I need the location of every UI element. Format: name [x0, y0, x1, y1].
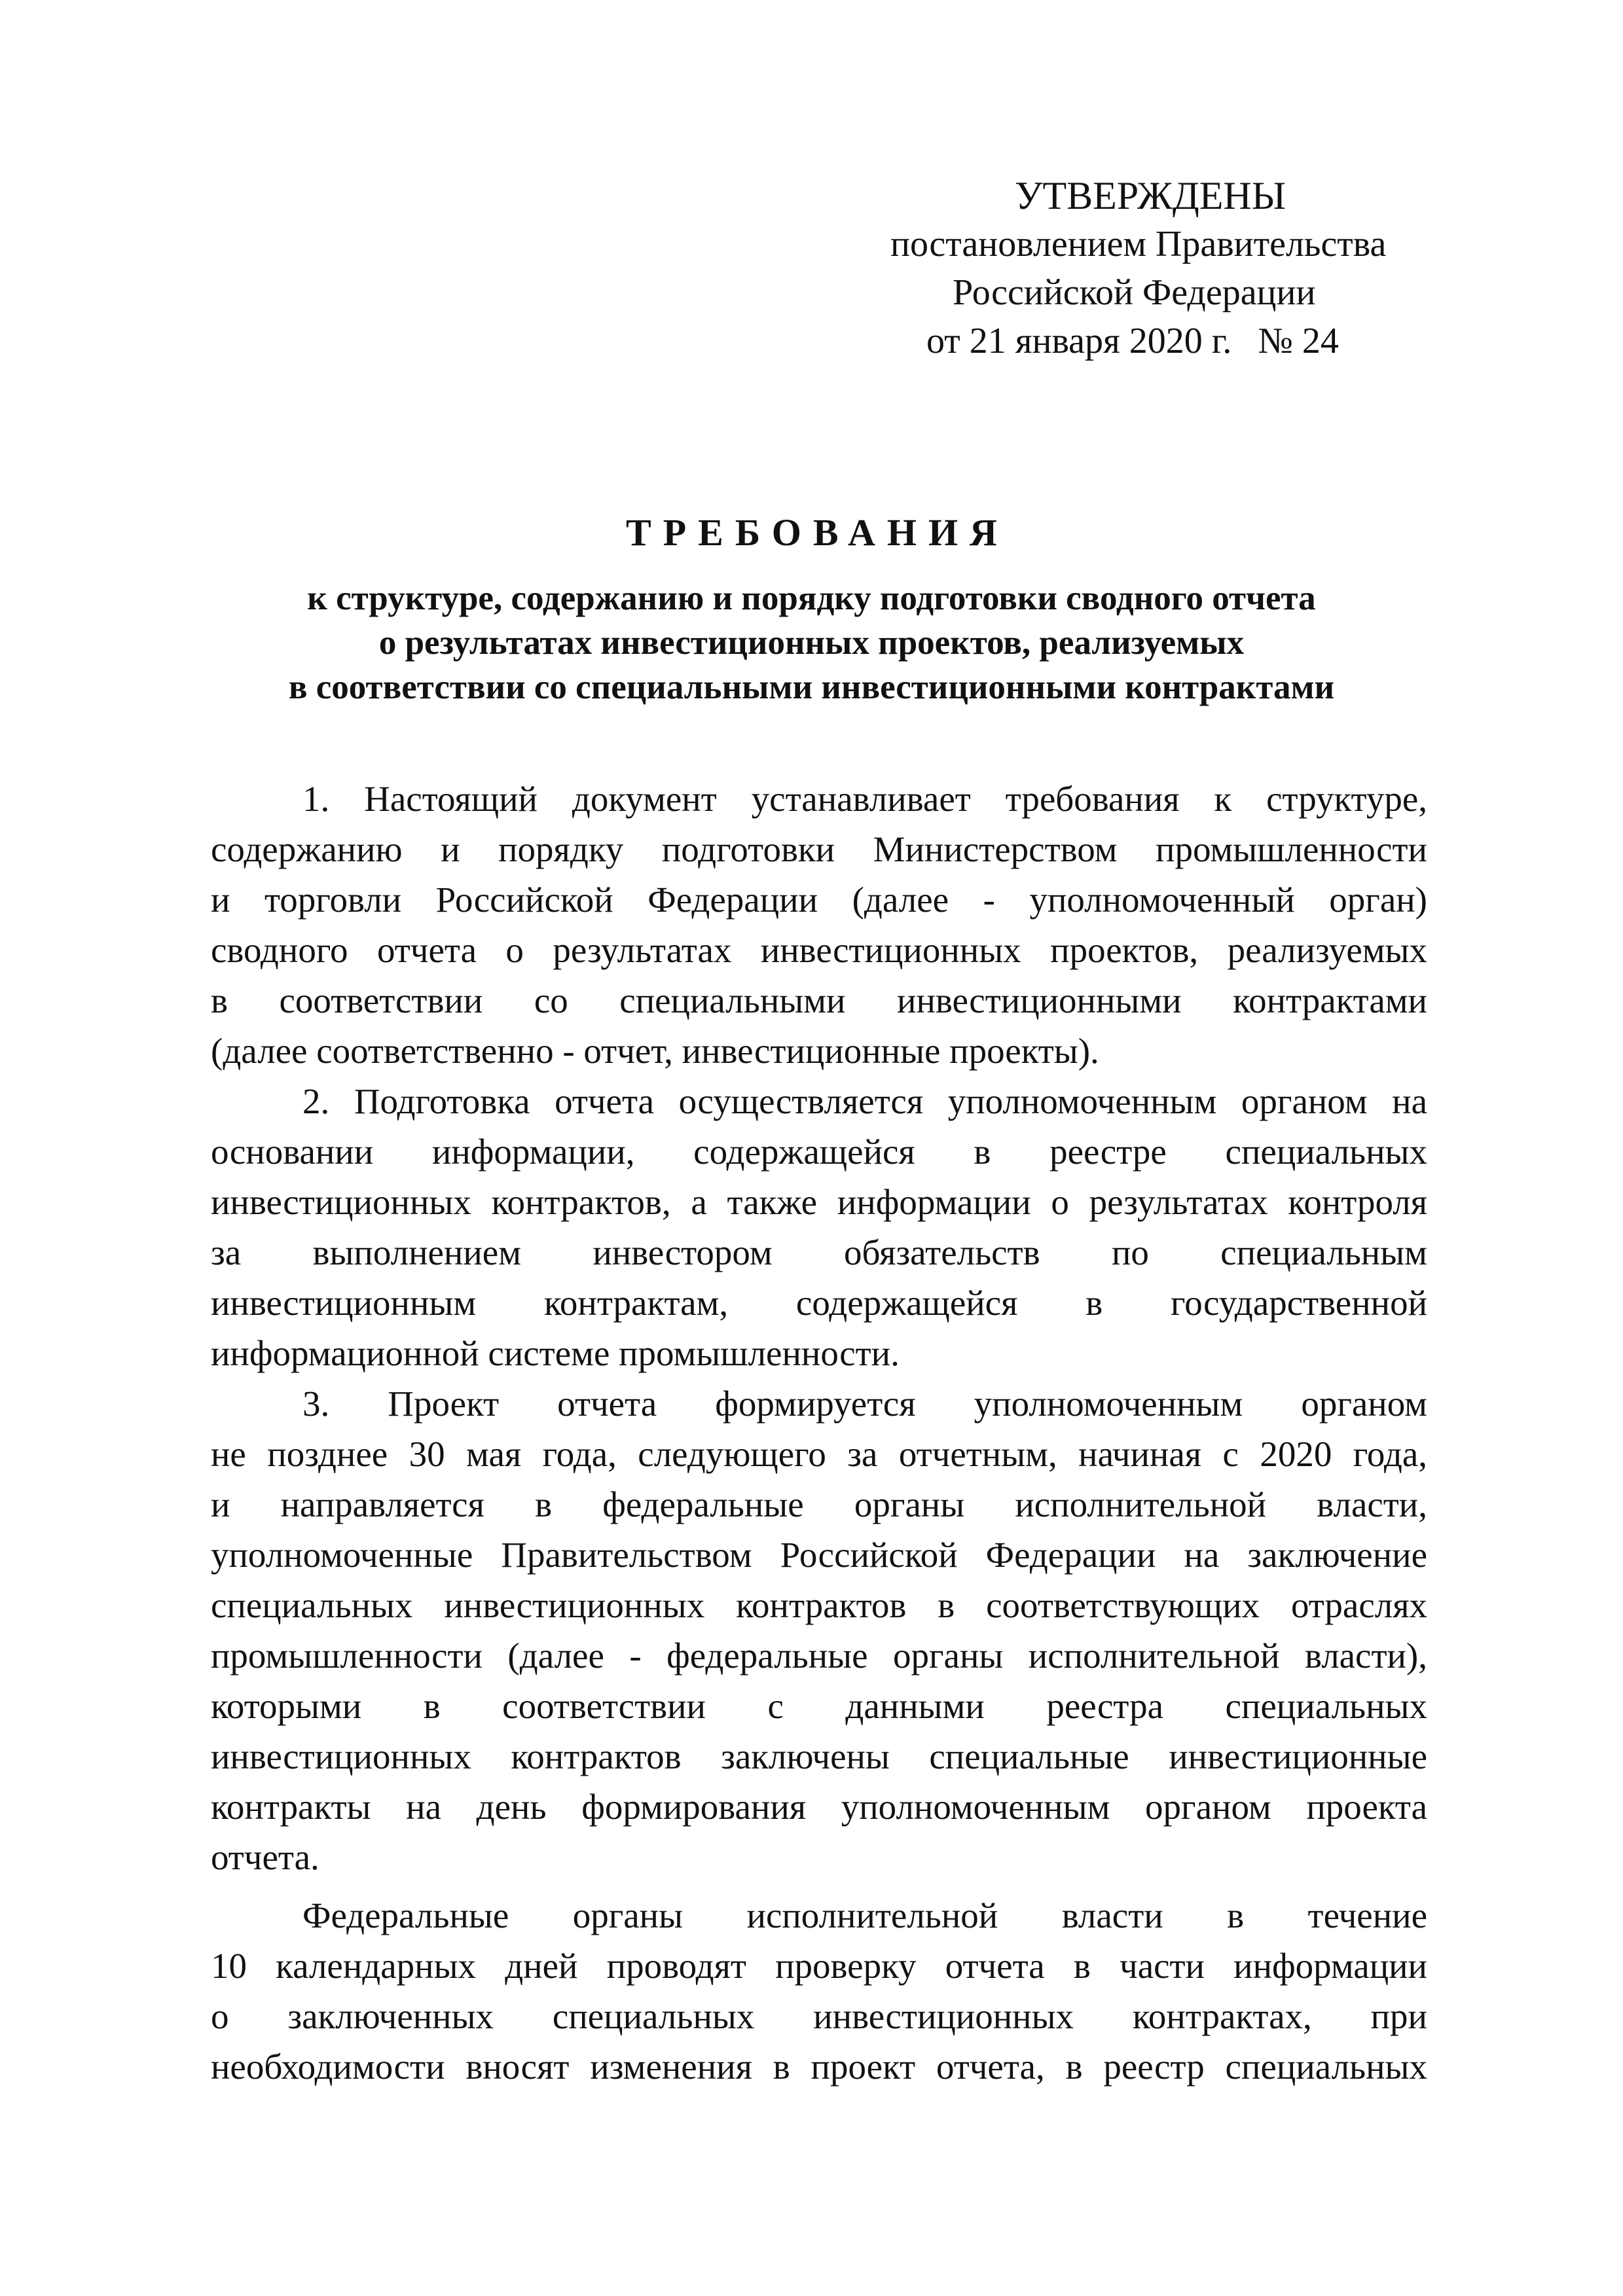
- text-line: 10 календарных дней проводят проверку отчета в части информации: [211, 1946, 1427, 1986]
- subtitle-line: в соответствии со специальными инвестиционными контрактами: [288, 668, 1335, 706]
- text-line: инвестиционных контрактов заключены специальные инвестиционные: [211, 1736, 1427, 1776]
- text-line: промышленности (далее - федеральные органы исполнительной власти),: [211, 1636, 1427, 1676]
- paragraph-4: [211, 1890, 1427, 2092]
- approval-country-line: Российской Федерации: [953, 272, 1316, 313]
- paragraph-gap: [211, 1882, 1427, 1890]
- subtitle-line: к структуре, содержанию и порядку подготовки сводного отчета: [307, 579, 1316, 617]
- text-line: которыми в соответствии с данными реестра специальных: [211, 1686, 1427, 1726]
- approval-date-line: [825, 317, 1480, 365]
- text-line: уполномоченные Правительством Российской Федерации на заключение: [211, 1535, 1427, 1575]
- paragraph-1: [211, 774, 1427, 1076]
- approval-stamp-block: [825, 171, 1480, 365]
- text-line: не позднее 30 мая года, следующего за отчетным, начиная с 2020 года,: [211, 1434, 1427, 1474]
- text-line: Федеральные органы исполнительной власти в течение: [302, 1895, 1427, 1935]
- text-line: о заключенных специальных инвестиционных контрактах, при: [211, 1996, 1427, 2036]
- approval-heading: УТВЕРЖДЕНЫ: [1015, 174, 1286, 217]
- text-line: и направляется в федеральные органы исполнительной власти,: [211, 1484, 1427, 1524]
- text-line: содержанию и порядку подготовки Министерством промышленности: [211, 829, 1427, 869]
- text-line: (далее соответственно - отчет, инвестиционные проекты).: [211, 1031, 1099, 1071]
- approval-date: от 21 января 2020 г.: [926, 321, 1232, 361]
- text-line: отчета.: [211, 1837, 319, 1877]
- text-line: основании информации, содержащейся в реестре специальных: [211, 1132, 1427, 1172]
- text-line: информационной системе промышленности.: [211, 1333, 900, 1373]
- text-line: инвестиционных контрактов, а также информации о результатах контроля: [211, 1182, 1427, 1222]
- text-line: 2. Подготовка отчета осуществляется уполномоченным органом на: [302, 1081, 1427, 1121]
- approval-number: № 24: [1258, 321, 1339, 361]
- paragraph-2: [211, 1076, 1427, 1378]
- text-line: и торговли Российской Федерации (далее - уполномоченный орган): [211, 880, 1427, 920]
- paragraph-3: [211, 1378, 1427, 1882]
- text-line: 3. Проект отчета формируется уполномоченным органом: [302, 1384, 1427, 1424]
- subtitle-line: о результатах инвестиционных проектов, реализуемых: [378, 624, 1245, 662]
- text-line: инвестиционным контрактам, содержащейся в государственной: [211, 1283, 1427, 1323]
- text-line: необходимости вносят изменения в проект отчета, в реестр специальных: [211, 2047, 1427, 2087]
- text-line: за выполнением инвестором обязательств по специальным: [211, 1232, 1427, 1272]
- text-line: сводного отчета о результатах инвестиционных проектов, реализуемых: [211, 930, 1427, 970]
- document-body: [211, 774, 1427, 2092]
- document-subtitle: [0, 576, 1623, 709]
- text-line: контракты на день формирования уполномоченным органом проекта: [211, 1787, 1427, 1827]
- text-line: в соответствии со специальными инвестиционными контрактами: [211, 980, 1427, 1020]
- text-line: специальных инвестиционных контрактов в соответствующих отраслях: [211, 1585, 1427, 1625]
- text-line: 1. Настоящий документ устанавливает требования к структуре,: [302, 779, 1427, 819]
- approval-decree-line: постановлением Правительства: [890, 224, 1387, 264]
- document-title: ТРЕБОВАНИЯ: [626, 511, 1009, 554]
